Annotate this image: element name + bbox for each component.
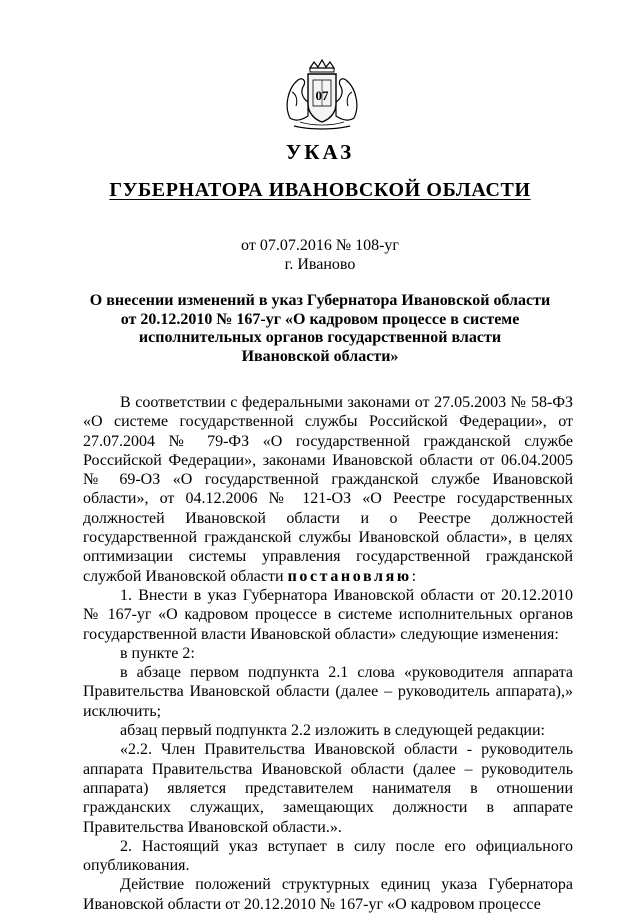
item-2-paragraph: 2. Настоящий указ вступает в силу после его официального опубликования. [83, 837, 573, 875]
decree-word: постановляю [287, 567, 412, 585]
preamble-paragraph [83, 393, 573, 586]
subject-line-3: исполнительных органов государственной власти [138, 329, 502, 346]
item-1-point: в пункте 2: [120, 644, 195, 662]
document-title: УКАЗ [285, 140, 355, 164]
decree-date-number: от 07.07.2016 № 108-уг [241, 237, 399, 254]
document-subtitle: ГУБЕРНАТОРА ИВАНОВСКОЙ ОБЛАСТИ [109, 179, 531, 201]
item-1-paragraph: 1. Внести в указ Губернатора Ивановской области от 20.12.2010 № 167-уг «О кадровом процессе в системе исполнительных органов государственной власти Ивановской области» следующие изменения: [83, 586, 573, 643]
decree-colon: : [411, 567, 417, 585]
preamble-text: В соответствии с федеральными законами от 27.05.2003 № 58-ФЗ «О системе государственной службы Российской Федерации», от 27.07.2004 № 79-ФЗ «О государственной гражданской службе Российской Федерации», законами Ивановской области от 06.04.2005 № 69-ОЗ «О государственной гражданской службе Ивановской области», от 04.12.2006 № 121-ОЗ «О Реестре государственных должностей Ивановской области и о Реестре должностей государственной гражданской службы Ивановской области», в целях оптимизации системы управления государственной гражданской службой Ивановской области [83, 394, 573, 585]
item-1-subpoint-b: абзац первый подпункта 2.2 изложить в следующей редакции: [120, 722, 545, 740]
shield-label: 07 [315, 88, 329, 103]
decree-body [83, 393, 573, 914]
subject-line-1: О внесении изменений в указ Губернатора Ивановской области [89, 292, 551, 309]
coat-of-arms-icon [280, 58, 364, 134]
subject-line-2: от 20.12.2010 № 167-уг «О кадровом процессе в системе [120, 310, 520, 328]
item-1-subpoint-a: в абзаце первом подпункта 2.1 слова «руководителя аппарата Правительства Ивановской области (далее – руководитель аппарата),» исключить; [83, 664, 573, 720]
decree-subject [0, 292, 640, 366]
item-2-continuation: Действие положений структурных единиц указа Губернатора Ивановской области от 20.12.2010 № 167-уг «О кадровом процессе [83, 876, 573, 913]
decree-city: г. Иваново [284, 256, 356, 273]
subject-line-4: Ивановской области» [241, 347, 399, 365]
item-1-quote: «2.2. Член Правительства Ивановской области - руководитель аппарата Правительства Ивановской области (далее – руководитель аппарата) является представителем нанимателя в отношении гражданских служащих, замещающих должности в аппарате Правительства Ивановской области.». [83, 741, 573, 836]
